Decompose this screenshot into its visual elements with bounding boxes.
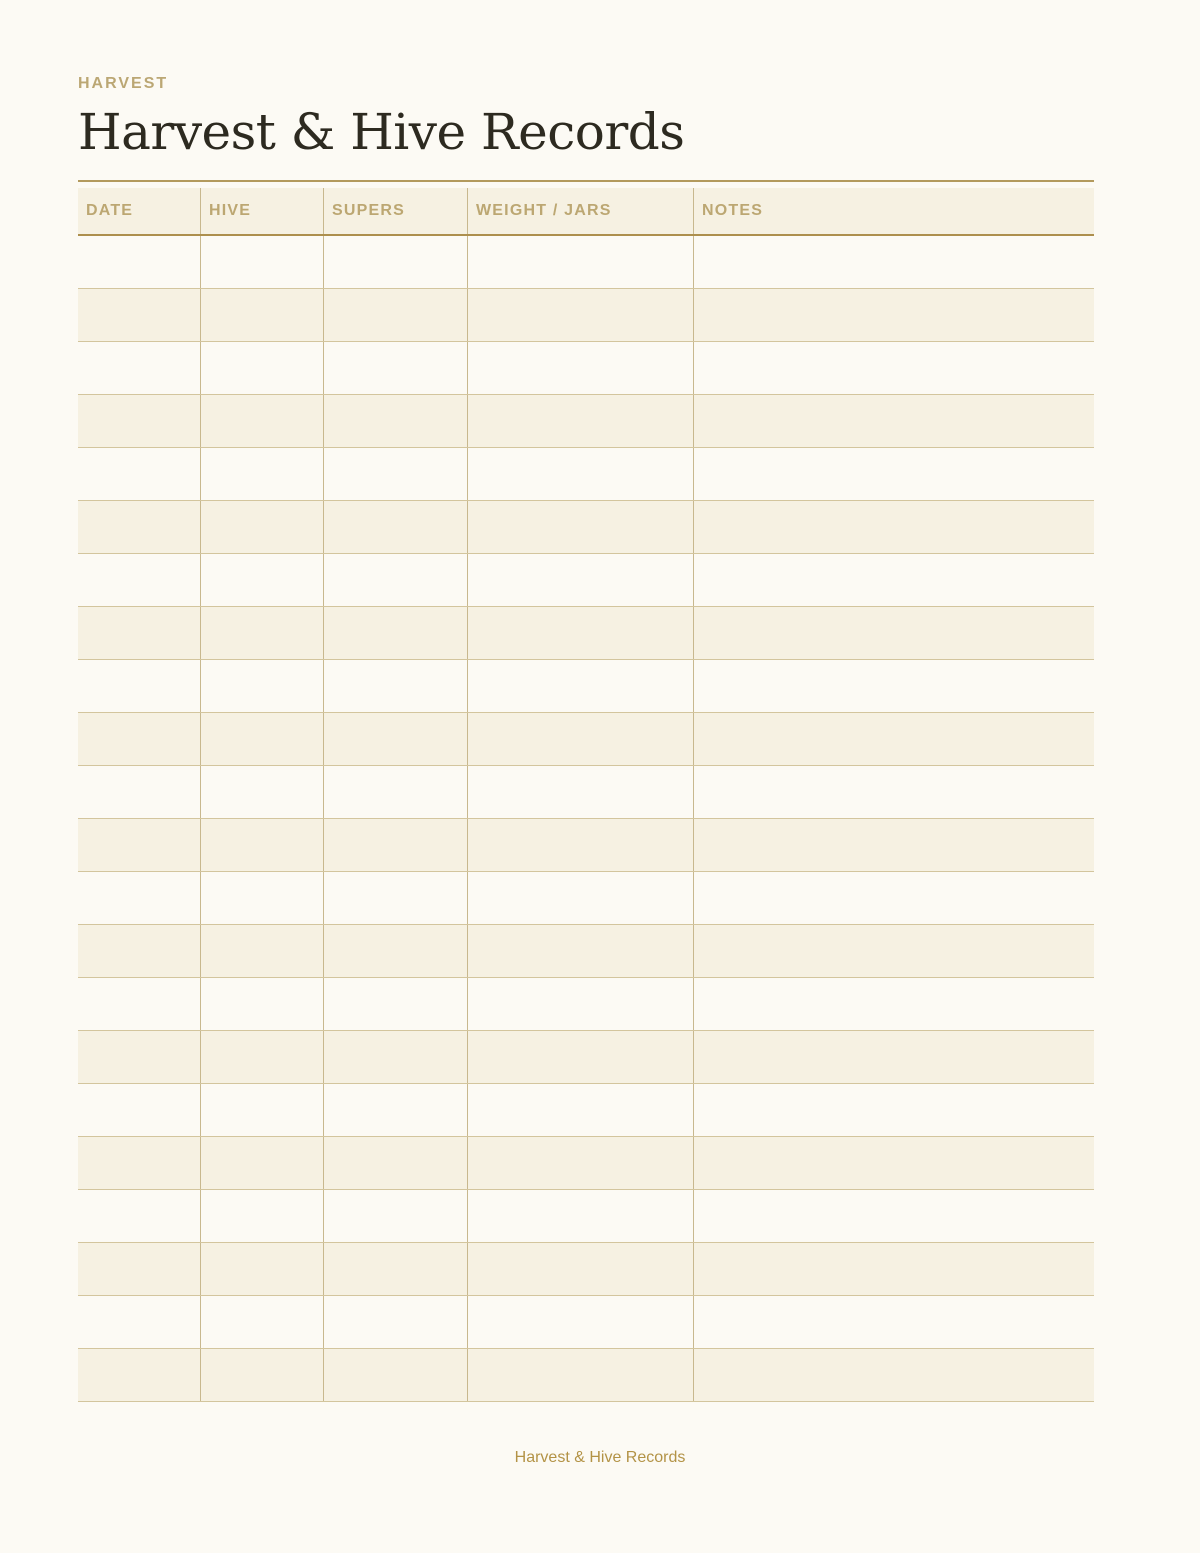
cell-weight-jars[interactable] xyxy=(468,1084,694,1136)
column-header-date: DATE xyxy=(78,188,201,234)
cell-date[interactable] xyxy=(78,713,201,765)
footer-text: Harvest & Hive Records xyxy=(514,1449,686,1466)
table-row xyxy=(78,448,1094,501)
cell-supers[interactable] xyxy=(324,1031,468,1083)
cell-weight-jars[interactable] xyxy=(468,236,694,288)
cell-notes[interactable] xyxy=(694,448,1094,500)
table-header-row xyxy=(78,188,1094,236)
cell-date[interactable] xyxy=(78,1137,201,1189)
cell-notes[interactable] xyxy=(694,501,1094,553)
table-row xyxy=(78,1084,1094,1137)
cell-weight-jars[interactable] xyxy=(468,448,694,500)
cell-date[interactable] xyxy=(78,1190,201,1242)
cell-weight-jars[interactable] xyxy=(468,872,694,924)
cell-date[interactable] xyxy=(78,1349,201,1401)
cell-date[interactable] xyxy=(78,978,201,1030)
cell-supers[interactable] xyxy=(324,501,468,553)
cell-weight-jars[interactable] xyxy=(468,660,694,712)
cell-hive[interactable] xyxy=(201,448,324,500)
table-row xyxy=(78,554,1094,607)
cell-notes[interactable] xyxy=(694,395,1094,447)
table-row xyxy=(78,766,1094,819)
cell-weight-jars[interactable] xyxy=(468,766,694,818)
cell-supers[interactable] xyxy=(324,448,468,500)
cell-date[interactable] xyxy=(78,872,201,924)
cell-date[interactable] xyxy=(78,925,201,977)
cell-notes[interactable] xyxy=(694,766,1094,818)
table-row xyxy=(78,607,1094,660)
cell-supers[interactable] xyxy=(324,925,468,977)
cell-hive[interactable] xyxy=(201,713,324,765)
cell-supers[interactable] xyxy=(324,236,468,288)
cell-notes[interactable] xyxy=(694,872,1094,924)
cell-weight-jars[interactable] xyxy=(468,1031,694,1083)
cell-hive[interactable] xyxy=(201,1243,324,1295)
cell-notes[interactable] xyxy=(694,978,1094,1030)
cell-supers[interactable] xyxy=(324,1084,468,1136)
table-row xyxy=(78,342,1094,395)
table-row xyxy=(78,1190,1094,1243)
cell-supers[interactable] xyxy=(324,1190,468,1242)
cell-weight-jars[interactable] xyxy=(468,1296,694,1348)
cell-notes[interactable] xyxy=(694,1349,1094,1401)
cell-supers[interactable] xyxy=(324,1243,468,1295)
table-row xyxy=(78,395,1094,448)
cell-date[interactable] xyxy=(78,501,201,553)
cell-weight-jars[interactable] xyxy=(468,607,694,659)
cell-hive[interactable] xyxy=(201,236,324,288)
table-row xyxy=(78,289,1094,342)
cell-weight-jars[interactable] xyxy=(468,342,694,394)
page-title: Harvest & Hive Records xyxy=(78,103,685,161)
column-header-notes: NOTES xyxy=(702,202,764,219)
cell-hive[interactable] xyxy=(201,660,324,712)
cell-date[interactable] xyxy=(78,1296,201,1348)
cell-hive[interactable] xyxy=(201,501,324,553)
table-row xyxy=(78,925,1094,978)
cell-supers[interactable] xyxy=(324,289,468,341)
cell-weight-jars[interactable] xyxy=(468,289,694,341)
cell-hive[interactable] xyxy=(201,819,324,871)
cell-notes[interactable] xyxy=(694,1031,1094,1083)
cell-date[interactable] xyxy=(78,660,201,712)
cell-hive[interactable] xyxy=(201,289,324,341)
cell-notes[interactable] xyxy=(694,713,1094,765)
cell-date[interactable] xyxy=(78,1084,201,1136)
cell-notes[interactable] xyxy=(694,1137,1094,1189)
cell-hive[interactable] xyxy=(201,554,324,606)
cell-notes[interactable] xyxy=(694,1190,1094,1242)
cell-weight-jars[interactable] xyxy=(468,501,694,553)
cell-date[interactable] xyxy=(78,554,201,606)
cell-supers[interactable] xyxy=(324,342,468,394)
cell-hive[interactable] xyxy=(201,607,324,659)
cell-supers[interactable] xyxy=(324,1137,468,1189)
cell-weight-jars[interactable] xyxy=(468,1137,694,1189)
cell-weight-jars[interactable] xyxy=(468,713,694,765)
table-row xyxy=(78,236,1094,289)
cell-hive[interactable] xyxy=(201,1031,324,1083)
cell-notes[interactable] xyxy=(694,819,1094,871)
column-header-hive: HIVE xyxy=(201,188,324,234)
cell-notes[interactable] xyxy=(694,554,1094,606)
cell-weight-jars[interactable] xyxy=(468,1349,694,1401)
cell-hive[interactable] xyxy=(201,978,324,1030)
cell-date[interactable] xyxy=(78,395,201,447)
cell-hive[interactable] xyxy=(201,1084,324,1136)
records-table xyxy=(78,180,1094,1402)
table-row xyxy=(78,819,1094,872)
table-row xyxy=(78,713,1094,766)
cell-notes[interactable] xyxy=(694,660,1094,712)
table-row xyxy=(78,1243,1094,1296)
cell-supers[interactable] xyxy=(324,978,468,1030)
cell-hive[interactable] xyxy=(201,395,324,447)
table-row xyxy=(78,1296,1094,1349)
cell-date[interactable] xyxy=(78,607,201,659)
cell-notes[interactable] xyxy=(694,236,1094,288)
cell-date[interactable] xyxy=(78,289,201,341)
cell-date[interactable] xyxy=(78,819,201,871)
cell-weight-jars[interactable] xyxy=(468,1190,694,1242)
table-row xyxy=(78,501,1094,554)
cell-weight-jars[interactable] xyxy=(468,1243,694,1295)
table-row xyxy=(78,660,1094,713)
cell-weight-jars[interactable] xyxy=(468,925,694,977)
cell-supers[interactable] xyxy=(324,607,468,659)
cell-weight-jars[interactable] xyxy=(468,554,694,606)
cell-hive[interactable] xyxy=(201,342,324,394)
cell-weight-jars[interactable] xyxy=(468,395,694,447)
cell-weight-jars[interactable] xyxy=(468,819,694,871)
eyebrow-label: HARVEST xyxy=(78,75,169,92)
cell-hive[interactable] xyxy=(201,872,324,924)
cell-hive[interactable] xyxy=(201,1190,324,1242)
cell-hive[interactable] xyxy=(201,925,324,977)
column-header-supers: SUPERS xyxy=(324,188,468,234)
cell-supers[interactable] xyxy=(324,713,468,765)
cell-date[interactable] xyxy=(78,448,201,500)
cell-hive[interactable] xyxy=(201,1296,324,1348)
cell-notes[interactable] xyxy=(694,1084,1094,1136)
cell-notes[interactable] xyxy=(694,925,1094,977)
cell-notes[interactable] xyxy=(694,607,1094,659)
column-header-weight-jars: WEIGHT / JARS xyxy=(468,188,694,234)
cell-supers[interactable] xyxy=(324,395,468,447)
cell-date[interactable] xyxy=(78,1243,201,1295)
cell-date[interactable] xyxy=(78,236,201,288)
cell-date[interactable] xyxy=(78,342,201,394)
table-row xyxy=(78,872,1094,925)
cell-supers[interactable] xyxy=(324,819,468,871)
table-row xyxy=(78,1137,1094,1190)
cell-notes[interactable] xyxy=(694,1296,1094,1348)
cell-notes[interactable] xyxy=(694,289,1094,341)
cell-hive[interactable] xyxy=(201,766,324,818)
cell-date[interactable] xyxy=(78,1031,201,1083)
cell-supers[interactable] xyxy=(324,554,468,606)
cell-notes[interactable] xyxy=(694,1243,1094,1295)
cell-notes[interactable] xyxy=(694,342,1094,394)
table-row xyxy=(78,1031,1094,1084)
table-row xyxy=(78,1349,1094,1402)
cell-supers[interactable] xyxy=(324,1349,468,1401)
cell-date[interactable] xyxy=(78,766,201,818)
cell-weight-jars[interactable] xyxy=(468,978,694,1030)
cell-supers[interactable] xyxy=(324,872,468,924)
table-row xyxy=(78,978,1094,1031)
table-body xyxy=(78,236,1094,1402)
cell-supers[interactable] xyxy=(324,1296,468,1348)
cell-supers[interactable] xyxy=(324,766,468,818)
cell-supers[interactable] xyxy=(324,660,468,712)
cell-hive[interactable] xyxy=(201,1349,324,1401)
cell-hive[interactable] xyxy=(201,1137,324,1189)
